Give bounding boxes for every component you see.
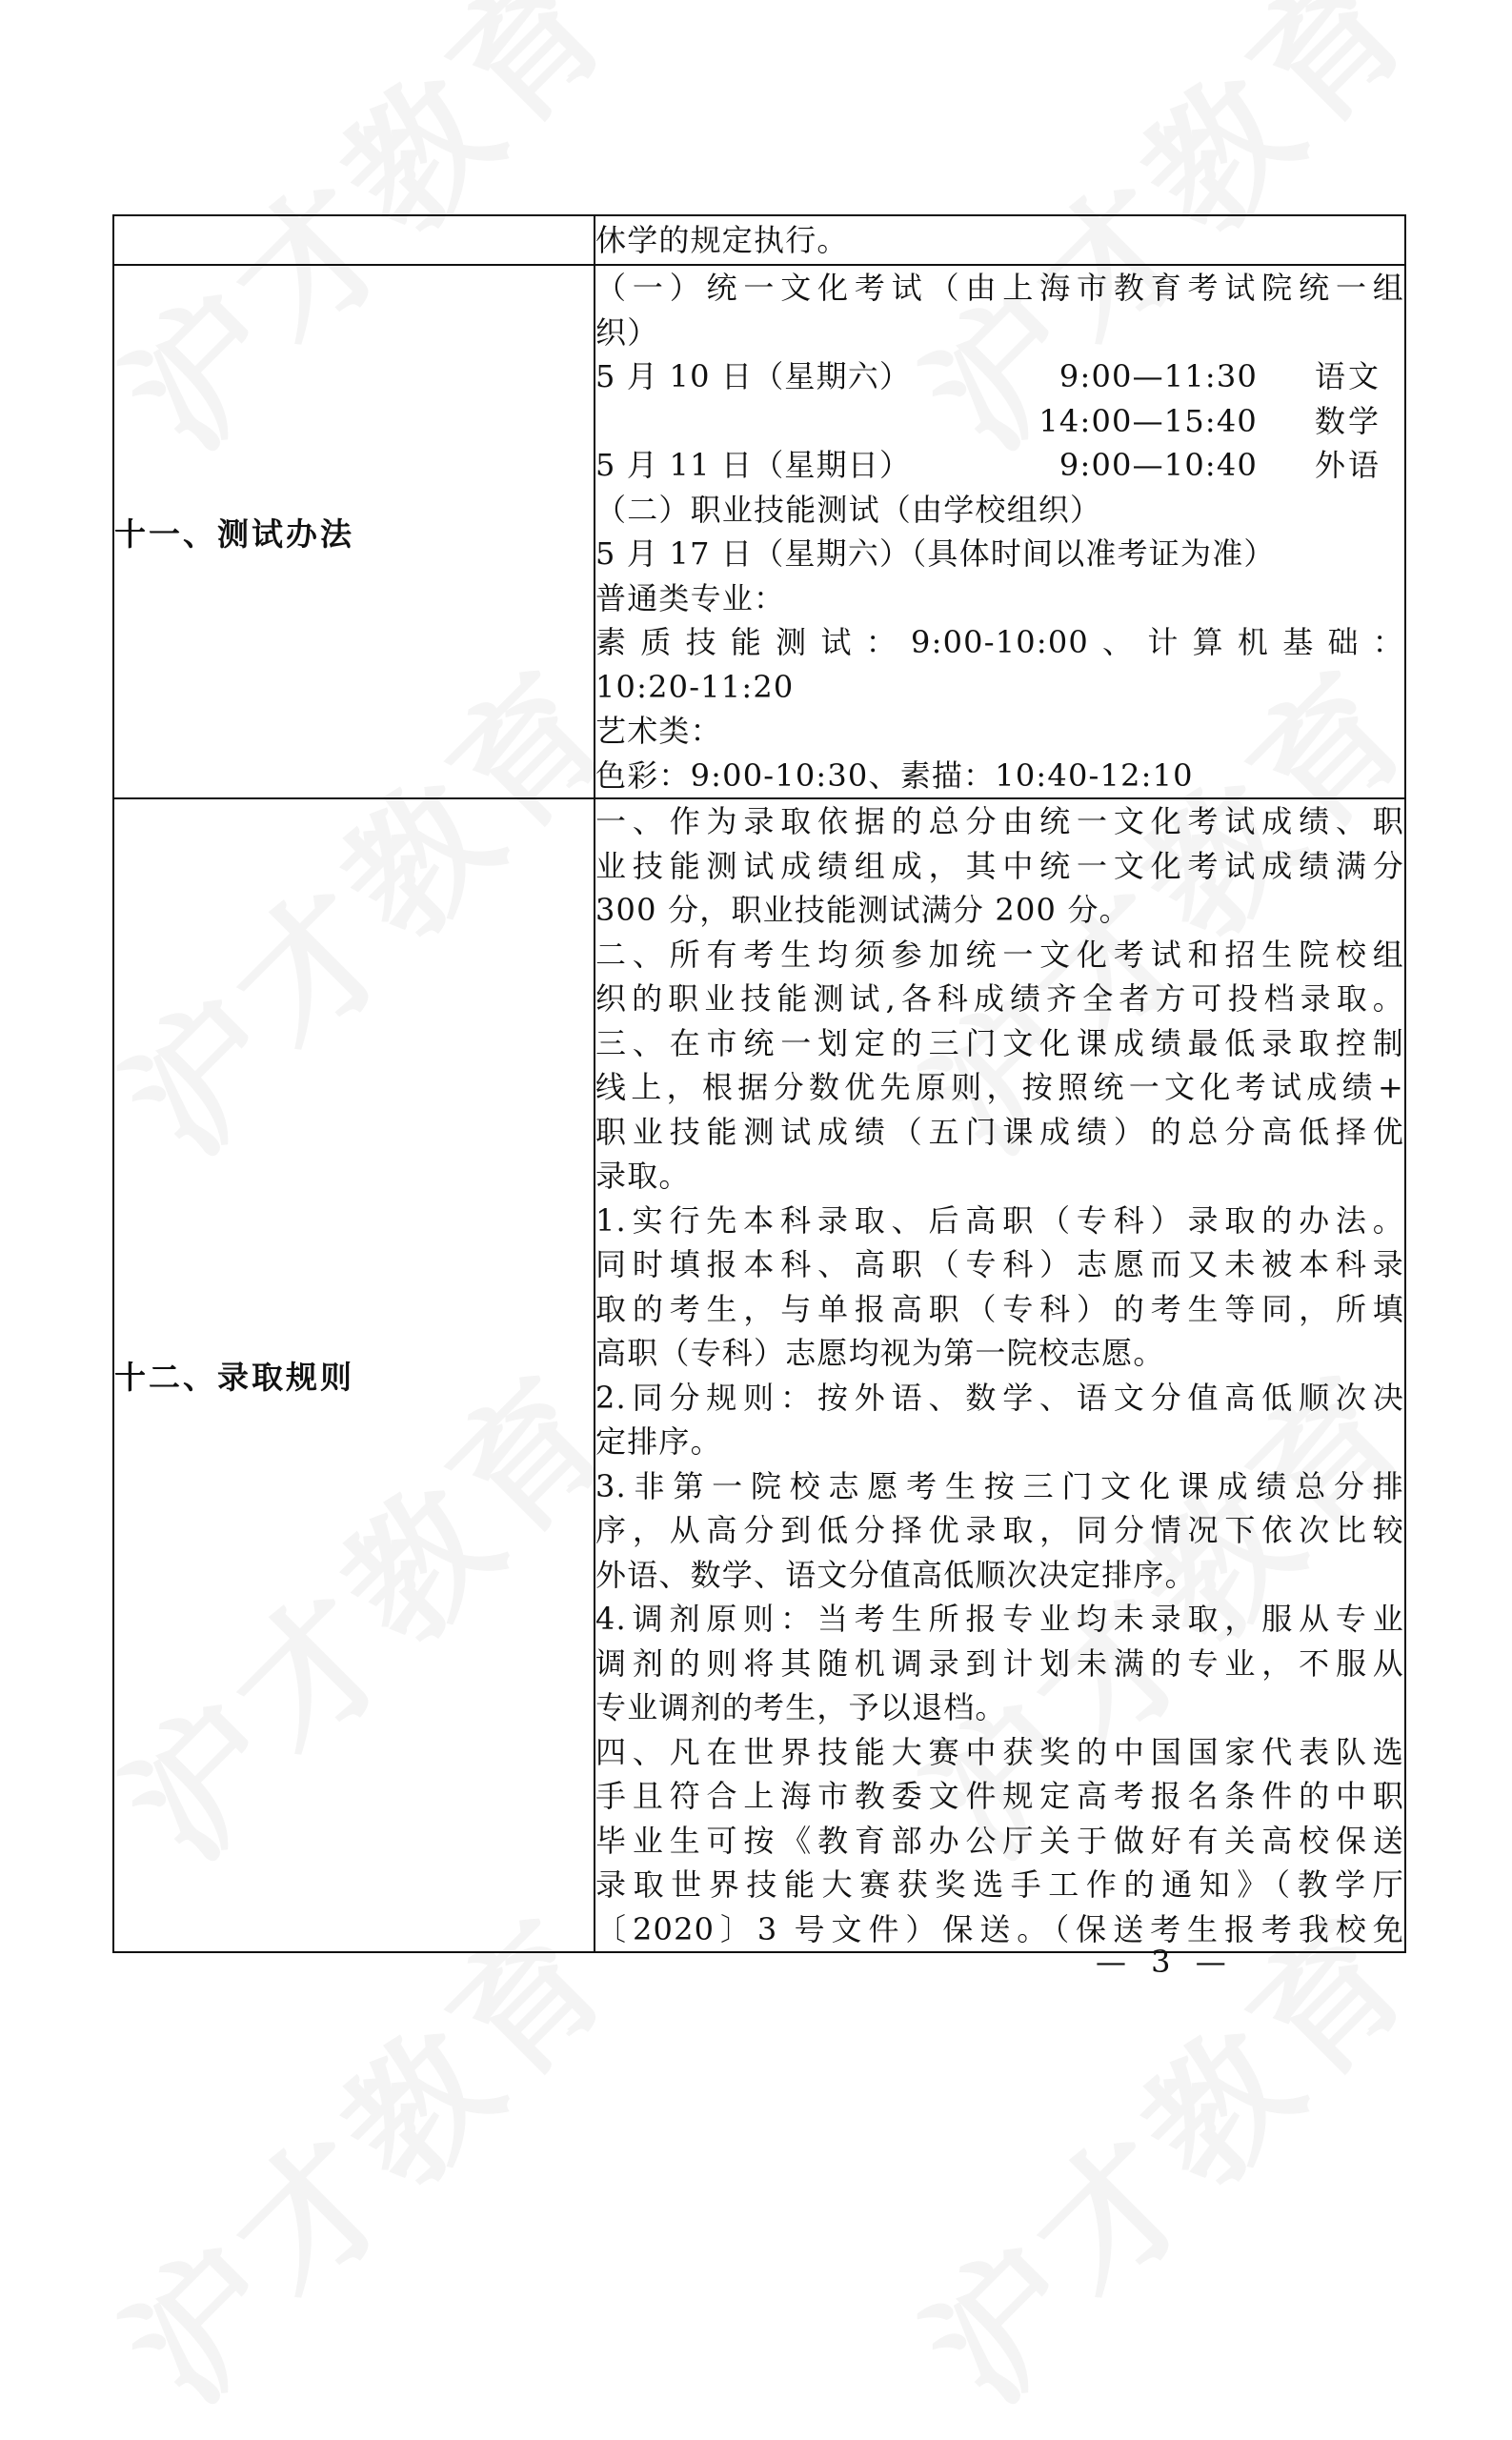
text-line: 外语、数学、语文分值高低顺次决定排序。 (595, 1556, 1197, 1593)
schedule-date (595, 399, 1008, 444)
text-line: 定排序。 (595, 1423, 722, 1460)
text-line: 织的职业技能测试,各科成绩齐全者方可投档录取。 (595, 980, 1404, 1017)
admission-info-table (112, 214, 1406, 1953)
text-line: 业技能测试成绩组成，其中统一文化考试成绩满分 (595, 847, 1404, 884)
schedule-row (595, 399, 1404, 444)
text-line: 序，从高分到低分择优录取，同分情况下依次比较 (595, 1512, 1404, 1548)
text-line: 四、凡在世界技能大赛中获奖的中国国家代表队选 (595, 1733, 1404, 1770)
schedule-date: 5 月 11 日（星期日） (595, 447, 912, 483)
schedule-row (595, 443, 1404, 488)
table-row (113, 798, 1405, 1952)
schedule-date: 5 月 10 日（星期六） (595, 358, 912, 394)
row-content-test-method (595, 265, 1405, 798)
text-line: 2.同分规则：按外语、数学、语文分值高低顺次决 (595, 1379, 1404, 1416)
text-line: 一、作为录取依据的总分由统一文化考试成绩、职 (595, 803, 1404, 839)
schedule-time: 14:00—15:40 (1038, 402, 1258, 439)
text-line: 4.调剂原则：当考生所报专业均未录取，服从专业 (595, 1601, 1404, 1637)
row-content (595, 215, 1405, 265)
text-line: 同时填报本科、高职（专科）志愿而又未被本科录 (595, 1246, 1404, 1282)
text-line: 职业技能测试成绩（五门课成绩）的总分高低择优 (595, 1113, 1404, 1150)
text-line: 录取世界技能大赛获奖选手工作的通知》（教学厅 (595, 1866, 1404, 1903)
exam-heading-1-cont: 织） (595, 313, 659, 351)
text-line: 手且符合上海市教委文件规定高考报名条件的中职 (595, 1778, 1404, 1814)
general-major-label: 普通类专业： (595, 579, 786, 616)
schedule-subject: 数学 (1315, 402, 1382, 439)
text-line: 1.实行先本科录取、后高职（专科）录取的办法。 (595, 1201, 1404, 1239)
text-line: 线上，根据分数优先原则，按照统一文化考试成绩+ (595, 1069, 1404, 1105)
text-line: 录取。 (595, 1158, 691, 1194)
art-major-label: 艺术类： (595, 713, 722, 749)
row-label (113, 215, 595, 265)
text-line: 三、在市统一划定的三门文化课成绩最低录取控制 (595, 1024, 1404, 1061)
text-line: 〔2020〕3 号文件）保送。（保送考生报考我校免 (595, 1910, 1404, 1947)
row-label-admission-rules: 十二、录取规则 (113, 798, 595, 1952)
art-test-times: 色彩：9:00-10:30、素描：10:40-12:10 (595, 756, 1194, 794)
table-row (113, 265, 1405, 798)
skill-test-date: 5 月 17 日（星期六）（具体时间以准考证为准） (595, 535, 1276, 572)
text-line: 高职（专科）志愿均视为第一院校志愿。 (595, 1335, 1165, 1371)
text-line: 二、所有考生均须参加统一文化考试和招生院校组 (595, 936, 1404, 973)
text-line: 3.非第一院校志愿考生按三门文化课成绩总分排 (595, 1467, 1404, 1504)
schedule-subject: 语文 (1315, 358, 1382, 394)
text-line: 毕业生可按《教育部办公厅关于做好有关高校保送 (595, 1822, 1404, 1859)
quality-test-times-cont: 10:20-11:20 (595, 668, 795, 705)
text-line: 调剂的则将其随机调录到计划未满的专业，不服从 (595, 1644, 1404, 1682)
exam-heading-2: （二）职业技能测试（由学校组织） (595, 491, 1102, 528)
text-line: 专业调剂的考生，予以退档。 (595, 1689, 1007, 1725)
exam-heading-1: （一）统一文化考试（由上海市教育考试院统一组 (595, 270, 1404, 306)
row-label-test-method: 十一、测试办法 (113, 265, 595, 798)
row-content-admission-rules (595, 798, 1405, 1952)
schedule-row (595, 354, 1404, 399)
schedule-time: 9:00—11:30 (1058, 358, 1258, 394)
schedule-time: 9:00—10:40 (1058, 447, 1258, 483)
schedule-subject: 外语 (1315, 447, 1382, 483)
text-line: 取的考生，与单报高职（专科）的考生等同，所填 (595, 1290, 1404, 1327)
quality-test-times: 素质技能测试：9:00-10:00、计算机基础： (595, 624, 1404, 660)
text-line: 300 分，职业技能测试满分 200 分。 (595, 892, 1131, 928)
page-number: — 3 — (1096, 1944, 1234, 1980)
text-line: 休学的规定执行。 (595, 221, 849, 258)
table-row (113, 215, 1405, 265)
